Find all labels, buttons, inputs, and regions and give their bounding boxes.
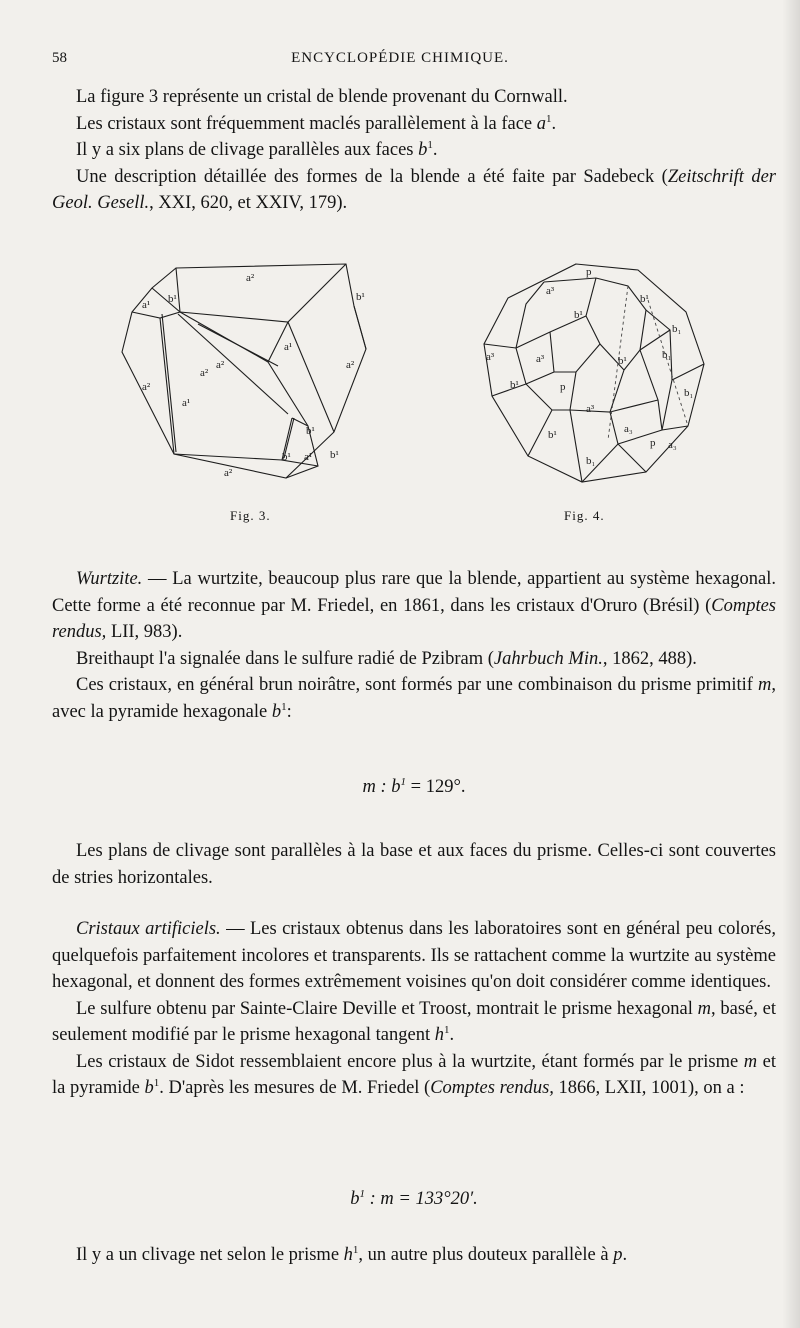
fig4-label-b1-upper: b¹ <box>574 309 583 321</box>
paragraph-cristaux: Ces cristaux, en général brun noirâtre, sont formés par une combinaison du prisme primitif m, avec la pyramide hexagonale $b^1$: <box>52 675 776 722</box>
formula-m-b1: m : $b^1 = 129^\circ$. <box>362 775 466 797</box>
fig4-label-b1sub-right: b₁ <box>672 323 682 335</box>
artificial-crystals-section <box>52 916 776 1102</box>
fig3-label-a1-center: a¹ <box>284 341 293 353</box>
fig3-label-a2-bottom: a² <box>224 467 233 479</box>
page-edge-shadow <box>782 0 800 1328</box>
fig4-label-b1-mid: b¹ <box>618 355 627 367</box>
running-title: ENCYCLOPÉDIE CHIMIQUE. <box>291 50 509 66</box>
paragraph-breithaupt: Breithaupt l'a signalée dans le sulfure radié de Pzibram (Jahrbuch Min., 1862, 488). <box>76 648 697 669</box>
fig4-label-a3sub: a₃ <box>624 423 633 435</box>
figure-3-crystal-diagram <box>118 254 374 494</box>
fig3-label-a2-mid2: a² <box>216 359 225 371</box>
figure-4-crystal-diagram <box>478 260 708 490</box>
page-number: 58 <box>52 50 67 66</box>
fig3-label-b1-bottomright: b¹ <box>330 449 339 461</box>
figure-3-caption: Fig. 3. <box>230 508 271 523</box>
fig3-label-b1-right: b¹ <box>356 291 365 303</box>
fig4-label-b1-left: b¹ <box>510 379 519 391</box>
line-macles: Les cristaux sont fréquemment maclés parallèlement à la face $a^1$. <box>76 112 557 134</box>
paragraph-clivage-prisme: Les plans de clivage sont parallèles à la base et aux faces du prisme. Celles-ci sont couvertes de stries horizontales. <box>52 841 776 888</box>
fig3-label-a2-top: a² <box>246 272 255 284</box>
paragraph-cristaux-artificiels: Cristaux artificiels. — Les cristaux obtenus dans les laboratoires sont en général peu colorés, quelquefois parfaitement incolores et transparents. Ils se rattachent comme la wurtzite au système hexagonal, et donnent des formes extrêmement voisines qu'on doit considérer comme identiques. <box>52 919 777 992</box>
fig4-label-a3sub-right: a₃ <box>668 439 677 451</box>
line-clivage: Il y a six plans de clivage parallèles aux faces $b^1$. <box>76 138 438 160</box>
fig4-label-a3-top: a³ <box>546 285 555 297</box>
fig4-label-p-top: p <box>586 266 592 278</box>
paragraph-sidot: Les cristaux de Sidot ressemblaient encore plus à la wurtzite, étant formés par le prisme m et la pyramide $b^1$. D'après les mesures de M. Friedel (Comptes rendus, 1866, LXII, 1001), on a : <box>52 1051 776 1098</box>
fig3-label-b1-left: b¹ <box>168 293 177 305</box>
line-figure-3: La figure 3 représente un cristal de blende provenant du Cornwall. <box>76 87 568 107</box>
fig3-label-a1-left: a¹ <box>142 299 151 311</box>
fig4-label-b1-low: b¹ <box>548 429 557 441</box>
paragraph-wurtzite: Wurtzite. — La wurtzite, beaucoup plus rare que la blende, appartient au système hexagonal. Cette forme a été reconnue par M. Friedel, en 1861, dans les cristaux d'Oruro (Brésil) (Comptes rendus, LII, 983). <box>52 569 776 642</box>
paragraph-clivage-net: Il y a un clivage net selon le prisme $h^1$, un autre plus douteux parallèle à p. <box>76 1243 628 1265</box>
paragraph-sadebeck: Une description détaillée des formes de la blende a été faite par Sadebeck (Zeitschrift der Geol. Gesell., XXI, 620, et XXIV, 179). <box>52 166 776 213</box>
fig3-label-a1-lower: a¹ <box>182 397 191 409</box>
fig3-label-a2-right: a² <box>346 359 355 371</box>
fig4-label-b1sub-mid: b₁ <box>662 349 672 361</box>
figure-4-caption: Fig. 4. <box>564 508 605 523</box>
intro-paragraphs <box>52 84 776 217</box>
fig4-label-b1sub-far: b₁ <box>684 387 694 399</box>
fig4-label-a3-mid: a³ <box>536 353 545 365</box>
wurtzite-section <box>52 566 776 725</box>
fig4-label-p-center: p <box>560 381 566 393</box>
fig4-label-a3-center: a³ <box>586 403 595 415</box>
fig3-label-b1-low: b¹ <box>306 425 315 437</box>
formula-b1-m: $b^1$ : m = 133°20′. <box>350 1187 478 1209</box>
fig4-label-a3-left: a³ <box>486 351 495 363</box>
fig3-label-a2-mid: a² <box>200 367 209 379</box>
fig3-label-b1-bottom: b¹ <box>282 451 291 463</box>
fig3-label-a1-bottom: a¹ <box>304 451 313 463</box>
fig4-label-p-low: p <box>650 437 656 449</box>
fig4-label-b1sub-bottom: b₁ <box>586 455 596 467</box>
fig4-label-b1-top: b¹ <box>640 293 649 305</box>
paragraph-sainte-claire: Le sulfure obtenu par Sainte-Claire Deville et Troost, montrait le prisme hexagonal m, basé, et seulement modifié par le prisme hexagonal tangent $h^1$. <box>52 998 776 1045</box>
fig3-label-a2-leftedge: a² <box>142 381 151 393</box>
running-header <box>52 50 748 74</box>
